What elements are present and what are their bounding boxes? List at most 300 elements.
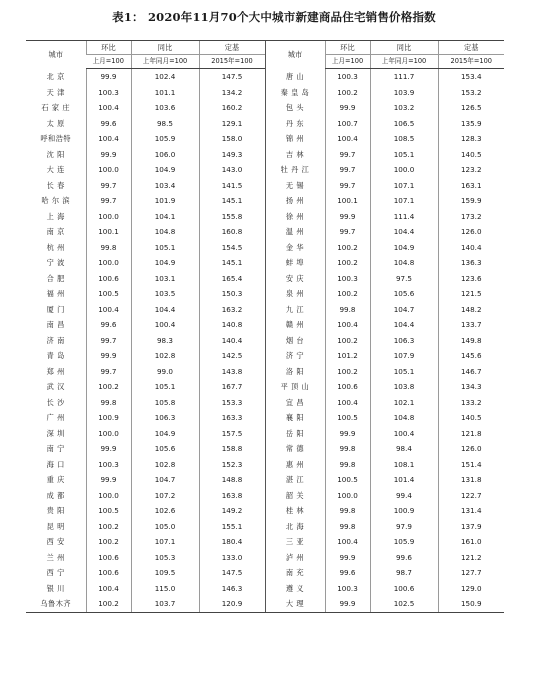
city-left-cell: 银 川 — [46, 583, 65, 593]
base-left-cell: 145.1 — [199, 193, 265, 209]
mom-right-cell: 99.9 — [325, 550, 370, 566]
base-left-cell: 155.1 — [199, 519, 265, 535]
mom-right-cell: 100.5 — [325, 472, 370, 488]
city-right-cell: 济 宁 — [265, 348, 325, 364]
base-right-cell: 145.6 — [438, 348, 504, 364]
city-right-cell: 金 华 — [265, 240, 325, 256]
city-left-cell: 上 海 — [46, 211, 65, 221]
table-row — [26, 69, 504, 85]
yoy-left-cell: 103.4 — [131, 178, 199, 194]
mom-left-cell: 100.9 — [86, 410, 131, 426]
yoy-left-cell: 104.9 — [131, 162, 199, 178]
yoy-left-cell: 98.3 — [131, 333, 199, 349]
mom-right-cell: 100.5 — [325, 410, 370, 426]
base-right-cell: 123.6 — [438, 271, 504, 287]
base-right-cell: 121.2 — [438, 550, 504, 566]
base-left-cell: 158.8 — [199, 441, 265, 457]
city-right-cell: 大 理 — [265, 596, 325, 612]
table-row — [26, 193, 504, 209]
mom-right-cell: 99.8 — [325, 302, 370, 318]
header-mom-base-left: 上月=100 — [86, 55, 131, 69]
mom-left-cell: 99.7 — [86, 193, 131, 209]
mom-left-cell: 99.8 — [86, 240, 131, 256]
table-row — [26, 317, 504, 333]
base-left-cell: 163.3 — [199, 410, 265, 426]
mom-left-cell: 100.6 — [86, 271, 131, 287]
table-row — [26, 534, 504, 550]
mom-left-cell: 100.4 — [86, 302, 131, 318]
city-left-cell: 海 口 — [46, 459, 65, 469]
city-right-cell: 韶 关 — [265, 488, 325, 504]
mom-left-cell: 99.7 — [86, 364, 131, 380]
base-right-cell: 131.8 — [438, 472, 504, 488]
city-left-cell: 济 南 — [46, 335, 65, 345]
base-right-cell: 163.1 — [438, 178, 504, 194]
table-row — [26, 596, 504, 612]
mom-left-cell: 99.8 — [86, 395, 131, 411]
city-right-cell: 遵 义 — [265, 581, 325, 597]
yoy-left-cell: 100.4 — [131, 317, 199, 333]
city-left-cell: 石 家 庄 — [41, 103, 71, 112]
base-left-cell: 147.5 — [199, 69, 265, 85]
table-row — [26, 503, 504, 519]
header-mom-left: 环比 — [86, 41, 131, 55]
table-row — [26, 333, 504, 349]
mom-right-cell: 99.9 — [325, 209, 370, 225]
header-yoy-base-right: 上年同月=100 — [370, 55, 438, 69]
base-left-cell: 133.0 — [199, 550, 265, 566]
yoy-right-cell: 105.1 — [370, 364, 438, 380]
city-right-cell: 平 顶 山 — [265, 379, 325, 395]
mom-left-cell: 100.3 — [86, 457, 131, 473]
yoy-right-cell: 105.6 — [370, 286, 438, 302]
mom-left-cell: 100.2 — [86, 534, 131, 550]
mom-right-cell: 100.2 — [325, 255, 370, 271]
base-left-cell: 160.8 — [199, 224, 265, 240]
yoy-left-cell: 99.0 — [131, 364, 199, 380]
city-right-cell: 锦 州 — [265, 131, 325, 147]
yoy-right-cell: 100.4 — [370, 426, 438, 442]
yoy-left-cell: 107.2 — [131, 488, 199, 504]
city-right-cell: 包 头 — [265, 100, 325, 116]
city-left-cell: 南 宁 — [46, 444, 65, 453]
city-left-cell: 沈 阳 — [46, 149, 65, 159]
mom-right-cell: 99.9 — [325, 596, 370, 612]
base-left-cell: 165.4 — [199, 271, 265, 287]
base-right-cell: 123.2 — [438, 162, 504, 178]
yoy-left-cell: 104.9 — [131, 255, 199, 271]
city-left-cell: 太 原 — [46, 118, 65, 128]
base-left-cell: 142.5 — [199, 348, 265, 364]
mom-right-cell: 99.8 — [325, 519, 370, 535]
base-left-cell: 160.2 — [199, 100, 265, 116]
city-right-cell: 惠 州 — [265, 457, 325, 473]
mom-left-cell: 99.7 — [86, 178, 131, 194]
table-row — [26, 565, 504, 581]
table-row — [26, 100, 504, 116]
city-left-cell: 南 京 — [46, 227, 65, 236]
yoy-right-cell: 104.8 — [370, 255, 438, 271]
base-right-cell: 122.7 — [438, 488, 504, 504]
city-left-cell: 兰 州 — [46, 552, 65, 562]
header-mom-right: 环比 — [325, 41, 370, 55]
base-left-cell: 154.5 — [199, 240, 265, 256]
yoy-right-cell: 107.1 — [370, 193, 438, 209]
base-left-cell: 149.3 — [199, 147, 265, 163]
base-left-cell: 143.8 — [199, 364, 265, 380]
mom-right-cell: 100.2 — [325, 286, 370, 302]
yoy-left-cell: 115.0 — [131, 581, 199, 597]
city-left-cell: 呼和浩特 — [40, 134, 72, 143]
city-left-cell: 武 汉 — [46, 382, 65, 391]
city-left-cell: 福 州 — [46, 289, 65, 298]
base-right-cell: 127.7 — [438, 565, 504, 581]
yoy-right-cell: 104.8 — [370, 410, 438, 426]
city-right-cell: 温 州 — [265, 224, 325, 240]
header-base-left: 定基 — [199, 41, 265, 55]
yoy-left-cell: 102.4 — [131, 69, 199, 85]
mom-right-cell: 100.7 — [325, 116, 370, 132]
yoy-right-cell: 104.4 — [370, 224, 438, 240]
yoy-right-cell: 107.9 — [370, 348, 438, 364]
mom-right-cell: 99.9 — [325, 426, 370, 442]
base-left-cell: 150.3 — [199, 286, 265, 302]
table-row — [26, 379, 504, 395]
base-right-cell: 173.2 — [438, 209, 504, 225]
mom-left-cell: 100.0 — [86, 209, 131, 225]
mom-left-cell: 100.5 — [86, 503, 131, 519]
mom-right-cell: 100.6 — [325, 379, 370, 395]
table-row — [26, 426, 504, 442]
mom-right-cell: 100.2 — [325, 85, 370, 101]
yoy-right-cell: 99.4 — [370, 488, 438, 504]
mom-right-cell: 99.7 — [325, 224, 370, 240]
mom-left-cell: 100.0 — [86, 255, 131, 271]
mom-right-cell: 99.8 — [325, 441, 370, 457]
city-right-cell: 泸 州 — [265, 550, 325, 566]
city-left-cell: 杭 州 — [46, 242, 65, 252]
base-right-cell: 136.3 — [438, 255, 504, 271]
yoy-left-cell: 105.0 — [131, 519, 199, 535]
base-right-cell: 135.9 — [438, 116, 504, 132]
city-left-cell: 北 京 — [46, 71, 65, 81]
mom-left-cell: 100.4 — [86, 581, 131, 597]
city-right-cell: 三 亚 — [265, 534, 325, 550]
yoy-right-cell: 106.3 — [370, 333, 438, 349]
table-row — [26, 302, 504, 318]
mom-left-cell: 100.1 — [86, 224, 131, 240]
yoy-right-cell: 103.8 — [370, 379, 438, 395]
yoy-left-cell: 106.0 — [131, 147, 199, 163]
base-left-cell: 157.5 — [199, 426, 265, 442]
table-row — [26, 271, 504, 287]
base-right-cell: 121.8 — [438, 426, 504, 442]
mom-left-cell: 99.7 — [86, 333, 131, 349]
base-right-cell: 159.9 — [438, 193, 504, 209]
city-right-cell: 吉 林 — [265, 147, 325, 163]
yoy-right-cell: 99.6 — [370, 550, 438, 566]
yoy-left-cell: 101.9 — [131, 193, 199, 209]
city-left-cell: 重 庆 — [46, 475, 65, 484]
mom-left-cell: 100.3 — [86, 85, 131, 101]
yoy-left-cell: 107.1 — [131, 534, 199, 550]
base-right-cell: 129.0 — [438, 581, 504, 597]
base-right-cell: 133.7 — [438, 317, 504, 333]
yoy-left-cell: 101.1 — [131, 85, 199, 101]
city-right-cell: 泉 州 — [265, 286, 325, 302]
mom-right-cell: 100.3 — [325, 581, 370, 597]
mom-right-cell: 100.4 — [325, 534, 370, 550]
mom-left-cell: 99.9 — [86, 147, 131, 163]
table-row — [26, 395, 504, 411]
mom-right-cell: 100.3 — [325, 271, 370, 287]
base-right-cell: 149.8 — [438, 333, 504, 349]
yoy-left-cell: 104.9 — [131, 426, 199, 442]
base-right-cell: 161.0 — [438, 534, 504, 550]
city-left-cell: 昆 明 — [46, 521, 65, 531]
city-left-cell: 乌鲁木齐 — [26, 596, 86, 612]
mom-right-cell: 100.2 — [325, 240, 370, 256]
mom-left-cell: 99.9 — [86, 348, 131, 364]
mom-left-cell: 99.6 — [86, 116, 131, 132]
mom-left-cell: 100.2 — [86, 519, 131, 535]
city-left-cell: 成 都 — [46, 490, 65, 500]
mom-left-cell: 99.9 — [86, 441, 131, 457]
yoy-left-cell: 102.6 — [131, 503, 199, 519]
header-yoy-left: 同比 — [131, 41, 199, 55]
yoy-right-cell: 107.1 — [370, 178, 438, 194]
city-right-cell: 丹 东 — [265, 116, 325, 132]
mom-right-cell: 101.2 — [325, 348, 370, 364]
yoy-right-cell: 102.1 — [370, 395, 438, 411]
mom-right-cell: 99.9 — [325, 100, 370, 116]
base-left-cell: 147.5 — [199, 565, 265, 581]
city-right-cell: 烟 台 — [265, 333, 325, 349]
table-row — [26, 441, 504, 457]
yoy-right-cell: 108.5 — [370, 131, 438, 147]
city-left-cell: 西 宁 — [46, 568, 65, 577]
city-right-cell: 襄 阳 — [265, 410, 325, 426]
yoy-left-cell: 98.5 — [131, 116, 199, 132]
table-row — [26, 581, 504, 597]
mom-left-cell: 100.4 — [86, 131, 131, 147]
city-right-cell: 无 锡 — [265, 178, 325, 194]
mom-right-cell: 100.3 — [325, 69, 370, 85]
base-right-cell: 128.3 — [438, 131, 504, 147]
yoy-right-cell: 98.4 — [370, 441, 438, 457]
mom-right-cell: 99.7 — [325, 162, 370, 178]
base-left-cell: 149.2 — [199, 503, 265, 519]
header-city-right: 城市 — [265, 41, 325, 69]
city-right-cell: 南 充 — [265, 565, 325, 581]
yoy-right-cell: 97.9 — [370, 519, 438, 535]
mom-right-cell: 100.1 — [325, 193, 370, 209]
base-left-cell: 148.8 — [199, 472, 265, 488]
city-left-cell: 广 州 — [46, 413, 65, 422]
table-row — [26, 116, 504, 132]
city-right-cell: 湛 江 — [265, 472, 325, 488]
base-left-cell: 129.1 — [199, 116, 265, 132]
base-left-cell: 143.0 — [199, 162, 265, 178]
city-left-cell: 厦 门 — [46, 304, 65, 314]
mom-right-cell: 99.8 — [325, 457, 370, 473]
yoy-right-cell: 111.4 — [370, 209, 438, 225]
yoy-left-cell: 102.8 — [131, 348, 199, 364]
base-left-cell: 167.7 — [199, 379, 265, 395]
header-base-base-left: 2015年=100 — [199, 55, 265, 69]
city-right-cell: 扬 州 — [265, 193, 325, 209]
mom-left-cell: 100.4 — [86, 100, 131, 116]
yoy-left-cell: 105.8 — [131, 395, 199, 411]
header-yoy-right: 同比 — [370, 41, 438, 55]
city-left-cell: 合 肥 — [46, 273, 65, 283]
mom-right-cell: 99.6 — [325, 565, 370, 581]
table-row — [26, 147, 504, 163]
yoy-right-cell: 105.9 — [370, 534, 438, 550]
table-row — [26, 224, 504, 240]
base-right-cell: 121.5 — [438, 286, 504, 302]
table-row — [26, 472, 504, 488]
table-row — [26, 457, 504, 473]
mom-right-cell: 100.4 — [325, 395, 370, 411]
base-right-cell: 151.4 — [438, 457, 504, 473]
mom-right-cell: 99.8 — [325, 503, 370, 519]
yoy-right-cell: 97.5 — [370, 271, 438, 287]
base-right-cell: 150.9 — [438, 596, 504, 612]
city-right-cell: 常 德 — [265, 441, 325, 457]
city-left-cell: 南 昌 — [46, 320, 65, 329]
yoy-left-cell: 104.1 — [131, 209, 199, 225]
base-right-cell: 134.3 — [438, 379, 504, 395]
mom-left-cell: 100.2 — [86, 379, 131, 395]
yoy-right-cell: 104.4 — [370, 317, 438, 333]
yoy-right-cell: 103.9 — [370, 85, 438, 101]
yoy-left-cell: 104.4 — [131, 302, 199, 318]
base-left-cell: 163.2 — [199, 302, 265, 318]
mom-left-cell: 100.0 — [86, 162, 131, 178]
city-left-cell: 哈 尔 滨 — [41, 196, 71, 205]
city-right-cell: 九 江 — [265, 302, 325, 318]
base-left-cell: 140.4 — [199, 333, 265, 349]
table-row — [26, 209, 504, 225]
yoy-right-cell: 108.1 — [370, 457, 438, 473]
yoy-left-cell: 103.5 — [131, 286, 199, 302]
table-row — [26, 348, 504, 364]
header-mom-base-right: 上月=100 — [325, 55, 370, 69]
city-left-cell: 天 津 — [46, 87, 65, 97]
mom-left-cell: 99.9 — [86, 472, 131, 488]
mom-left-cell: 100.0 — [86, 488, 131, 504]
yoy-left-cell: 105.1 — [131, 379, 199, 395]
city-left-cell: 长 春 — [46, 180, 65, 190]
yoy-right-cell: 100.0 — [370, 162, 438, 178]
mom-right-cell: 100.2 — [325, 364, 370, 380]
yoy-right-cell: 103.2 — [370, 100, 438, 116]
table-body — [26, 69, 504, 613]
city-left-cell: 长 沙 — [46, 397, 65, 407]
base-right-cell: 140.5 — [438, 147, 504, 163]
yoy-right-cell: 100.9 — [370, 503, 438, 519]
yoy-left-cell: 105.6 — [131, 441, 199, 457]
mom-left-cell: 100.2 — [86, 596, 131, 612]
mom-right-cell: 100.4 — [325, 131, 370, 147]
base-left-cell: 158.0 — [199, 131, 265, 147]
mom-left-cell: 99.6 — [86, 317, 131, 333]
mom-right-cell: 99.7 — [325, 147, 370, 163]
price-index-table — [26, 40, 504, 613]
base-left-cell: 140.8 — [199, 317, 265, 333]
yoy-left-cell: 106.3 — [131, 410, 199, 426]
base-right-cell: 140.5 — [438, 410, 504, 426]
city-right-cell: 唐 山 — [265, 69, 325, 85]
yoy-left-cell: 105.3 — [131, 550, 199, 566]
mom-right-cell: 100.2 — [325, 333, 370, 349]
city-right-cell: 安 庆 — [265, 271, 325, 287]
yoy-right-cell: 100.6 — [370, 581, 438, 597]
base-right-cell: 153.2 — [438, 85, 504, 101]
mom-left-cell: 100.5 — [86, 286, 131, 302]
table-row — [26, 488, 504, 504]
base-right-cell: 140.4 — [438, 240, 504, 256]
mom-right-cell: 100.4 — [325, 317, 370, 333]
city-left-cell: 郑 州 — [46, 366, 65, 376]
yoy-right-cell: 104.9 — [370, 240, 438, 256]
yoy-right-cell: 101.4 — [370, 472, 438, 488]
city-left-cell: 宁 波 — [46, 258, 65, 267]
base-right-cell: 148.2 — [438, 302, 504, 318]
yoy-right-cell: 104.7 — [370, 302, 438, 318]
base-right-cell: 146.7 — [438, 364, 504, 380]
table-row — [26, 255, 504, 271]
city-left-cell: 青 岛 — [46, 351, 65, 360]
base-right-cell: 133.2 — [438, 395, 504, 411]
base-right-cell: 131.4 — [438, 503, 504, 519]
yoy-left-cell: 103.1 — [131, 271, 199, 287]
base-right-cell: 126.0 — [438, 441, 504, 457]
mom-left-cell: 99.9 — [86, 69, 131, 85]
table-row — [26, 240, 504, 256]
header-yoy-base-left: 上年同月=100 — [131, 55, 199, 69]
city-right-cell: 宜 昌 — [265, 395, 325, 411]
yoy-left-cell: 109.5 — [131, 565, 199, 581]
table-title: 表1： 2020年11月70个大中城市新建商品住宅销售价格指数 — [112, 10, 436, 24]
yoy-left-cell: 102.8 — [131, 457, 199, 473]
header-row — [26, 41, 504, 55]
table-row — [26, 286, 504, 302]
mom-left-cell: 100.0 — [86, 426, 131, 442]
city-right-cell: 赣 州 — [265, 317, 325, 333]
city-right-cell: 岳 阳 — [265, 426, 325, 442]
yoy-right-cell: 105.1 — [370, 147, 438, 163]
yoy-right-cell: 98.7 — [370, 565, 438, 581]
table-row — [26, 550, 504, 566]
yoy-left-cell: 105.1 — [131, 240, 199, 256]
table-row — [26, 131, 504, 147]
base-left-cell: 146.3 — [199, 581, 265, 597]
table-row — [26, 519, 504, 535]
mom-right-cell: 100.0 — [325, 488, 370, 504]
city-left-cell: 大 连 — [46, 165, 65, 174]
yoy-left-cell: 105.9 — [131, 131, 199, 147]
base-right-cell: 137.9 — [438, 519, 504, 535]
city-right-cell: 桂 林 — [265, 503, 325, 519]
mom-left-cell: 100.6 — [86, 550, 131, 566]
base-left-cell: 163.8 — [199, 488, 265, 504]
header-base-base-right: 2015年=100 — [438, 55, 504, 69]
base-left-cell: 180.4 — [199, 534, 265, 550]
yoy-right-cell: 111.7 — [370, 69, 438, 85]
city-left-cell: 西 安 — [46, 537, 65, 546]
